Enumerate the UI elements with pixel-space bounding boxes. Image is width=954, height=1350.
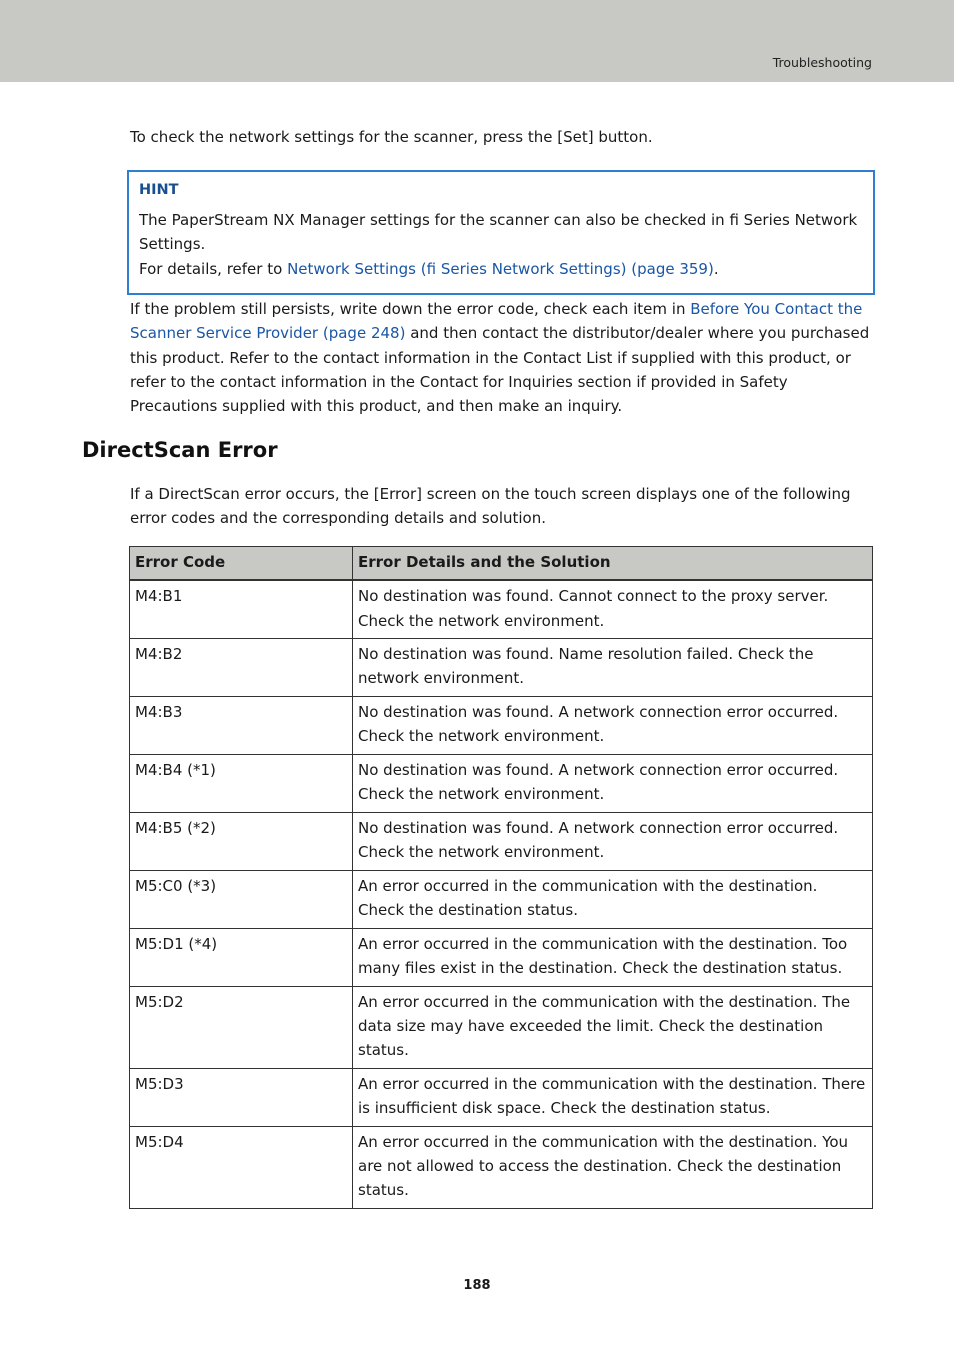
error-code-cell: M4:B4 (*1)	[130, 754, 353, 812]
table-row	[130, 754, 873, 812]
intro-paragraph: To check the network settings for the scanner, press the [Set] button.	[130, 128, 653, 146]
network-settings-link[interactable]: Network Settings (fi Series Network Settings) (page 359)	[287, 259, 714, 278]
error-code-cell: M4:B1	[130, 580, 353, 638]
error-code-table	[129, 546, 873, 1209]
header-error-details: Error Details and the Solution	[353, 547, 873, 581]
table-row	[130, 986, 873, 1068]
hint-line-1: The PaperStream NX Manager settings for the scanner can also be checked in fi Series Network Settings.	[139, 211, 858, 254]
hint-line-2-prefix: For details, refer to	[139, 259, 288, 278]
table-row	[130, 928, 873, 986]
error-code-cell: M5:C0 (*3)	[130, 870, 353, 928]
persist-paragraph	[130, 297, 872, 418]
error-details-cell: No destination was found. A network connection error occurred. Check the network environment.	[353, 696, 873, 754]
hint-title: HINT	[139, 182, 179, 198]
error-code-cell: M5:D3	[130, 1068, 353, 1126]
error-details-cell: No destination was found. Name resolution failed. Check the network environment.	[353, 638, 873, 696]
error-details-cell: An error occurred in the communication with the destination. You are not allowed to access the destination. Check the destination status.	[353, 1126, 873, 1208]
error-code-cell: M4:B2	[130, 638, 353, 696]
before-you-contact-link[interactable]: Before You Contact the Scanner Service Provider (page 248)	[130, 300, 863, 343]
error-details-cell: An error occurred in the communication with the destination. Check the destination status.	[353, 870, 873, 928]
error-details-cell: An error occurred in the communication with the destination. There is insufficient disk space. Check the destination status.	[353, 1068, 873, 1126]
error-code-cell: M5:D4	[130, 1126, 353, 1208]
table-row	[130, 580, 873, 638]
table-header-row	[130, 547, 873, 581]
error-code-cell: M4:B5 (*2)	[130, 812, 353, 870]
hint-box	[127, 170, 875, 295]
table-row	[130, 812, 873, 870]
error-details-cell: An error occurred in the communication with the destination. The data size may have exceeded the limit. Check the destination status.	[353, 986, 873, 1068]
hint-line-2	[139, 257, 864, 281]
error-details-cell: No destination was found. A network connection error occurred. Check the network environment.	[353, 754, 873, 812]
error-code-cell: M5:D2	[130, 986, 353, 1068]
header-error-code: Error Code	[130, 547, 353, 581]
table-row	[130, 1126, 873, 1208]
table-row	[130, 638, 873, 696]
page-number: 188	[463, 1278, 491, 1293]
persist-suffix: and then contact the distributor/dealer where you purchased this product. Refer to the contact information in the Contact List if supplied with this product, or refer to the contact information in the Contact for Inquiries section if provided in Safety Precautions supplied with this product, and then make an inquiry.	[130, 324, 870, 416]
error-details-cell: No destination was found. Cannot connect to the proxy server. Check the network environment.	[353, 580, 873, 638]
section-intro: If a DirectScan error occurs, the [Error] screen on the touch screen displays one of the following error codes and the corresponding details and solution.	[130, 485, 851, 528]
table-row	[130, 696, 873, 754]
error-code-cell: M4:B3	[130, 696, 353, 754]
table-row	[130, 870, 873, 928]
section-heading: DirectScan Error	[82, 438, 278, 462]
error-details-cell: No destination was found. A network connection error occurred. Check the network environment.	[353, 812, 873, 870]
table-row	[130, 1068, 873, 1126]
error-details-cell: An error occurred in the communication with the destination. Too many files exist in the destination. Check the destination status.	[353, 928, 873, 986]
error-code-cell: M5:D1 (*4)	[130, 928, 353, 986]
hint-body	[139, 208, 864, 281]
running-header: Troubleshooting	[772, 55, 872, 70]
persist-prefix: If the problem still persists, write down the error code, check each item in	[130, 300, 691, 318]
hint-line-2-suffix: .	[713, 259, 719, 278]
